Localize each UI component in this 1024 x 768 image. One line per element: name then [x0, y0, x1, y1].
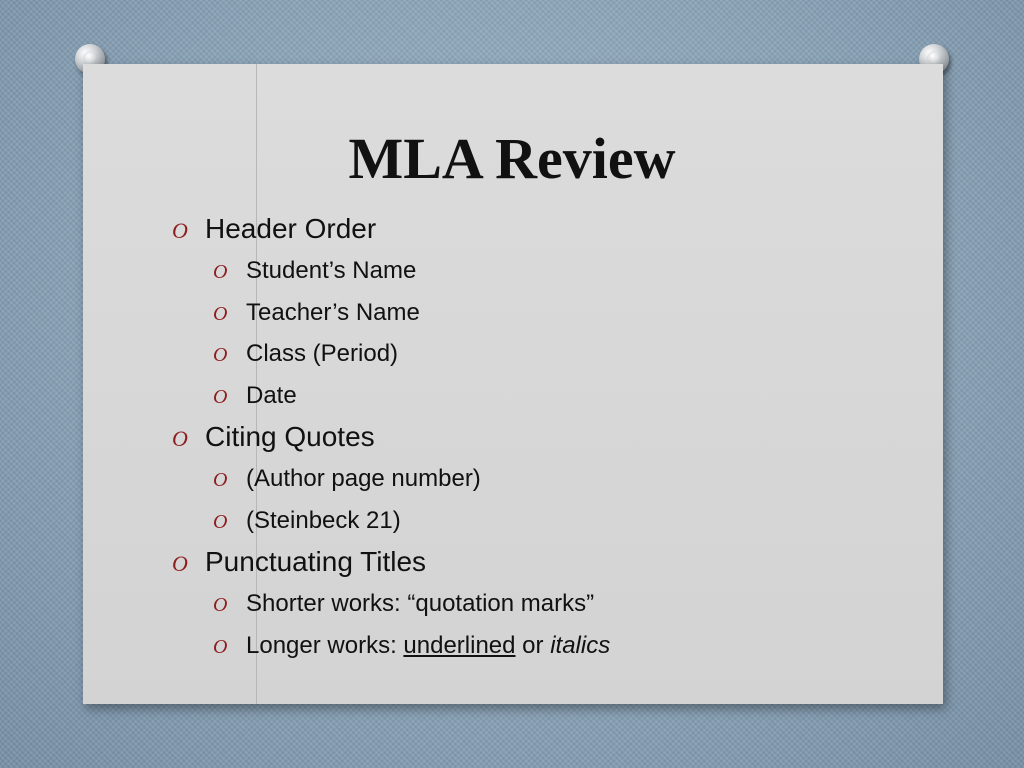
sub-item — [172, 333, 912, 375]
bullet-o-icon: O — [213, 261, 228, 283]
bullet-o-icon: O — [213, 469, 228, 491]
sub-item — [172, 250, 912, 292]
sub-item — [172, 458, 912, 500]
list-item-header-order — [172, 208, 912, 250]
sub-item-label: Teacher’s Name — [246, 298, 420, 326]
sub-item-label: Shorter works: “quotation marks” — [246, 590, 595, 617]
sub-item — [172, 375, 912, 417]
sub-item-label: (Author page number) — [246, 465, 481, 492]
sub-item — [172, 625, 912, 667]
sub-item-label: Date — [246, 381, 297, 409]
bullet-list — [172, 208, 912, 666]
list-item-label: Header Order — [205, 213, 377, 244]
bullet-o-icon: O — [213, 385, 228, 408]
or-connector: or — [515, 631, 551, 659]
sub-item-label: Student’s Name — [246, 257, 417, 284]
sub-item-label: (Steinbeck 21) — [246, 506, 401, 534]
bullet-o-icon: O — [213, 510, 228, 533]
list-item-punctuating-titles — [172, 541, 912, 583]
bullet-o-icon: O — [213, 635, 228, 658]
list-item-label: Punctuating Titles — [205, 546, 427, 577]
italics-word: italics — [550, 631, 611, 659]
bullet-o-icon: O — [213, 302, 228, 325]
list-item-citing-quotes — [172, 416, 912, 458]
longer-works-prefix: Longer works: — [246, 631, 404, 659]
underlined-word: underlined — [403, 631, 516, 659]
bullet-o-icon: O — [213, 344, 228, 366]
sub-item-label: Class (Period) — [246, 340, 399, 367]
slide-title: MLA Review — [348, 126, 676, 191]
bullet-o-icon: O — [172, 218, 188, 243]
sub-item — [172, 583, 912, 625]
sub-item — [172, 292, 912, 334]
list-item-label: Citing Quotes — [205, 421, 375, 452]
bullet-o-icon: O — [172, 426, 188, 451]
bullet-o-icon: O — [172, 551, 188, 576]
bullet-o-icon: O — [213, 594, 228, 616]
sub-item — [172, 500, 912, 542]
sub-item-label — [246, 625, 610, 667]
